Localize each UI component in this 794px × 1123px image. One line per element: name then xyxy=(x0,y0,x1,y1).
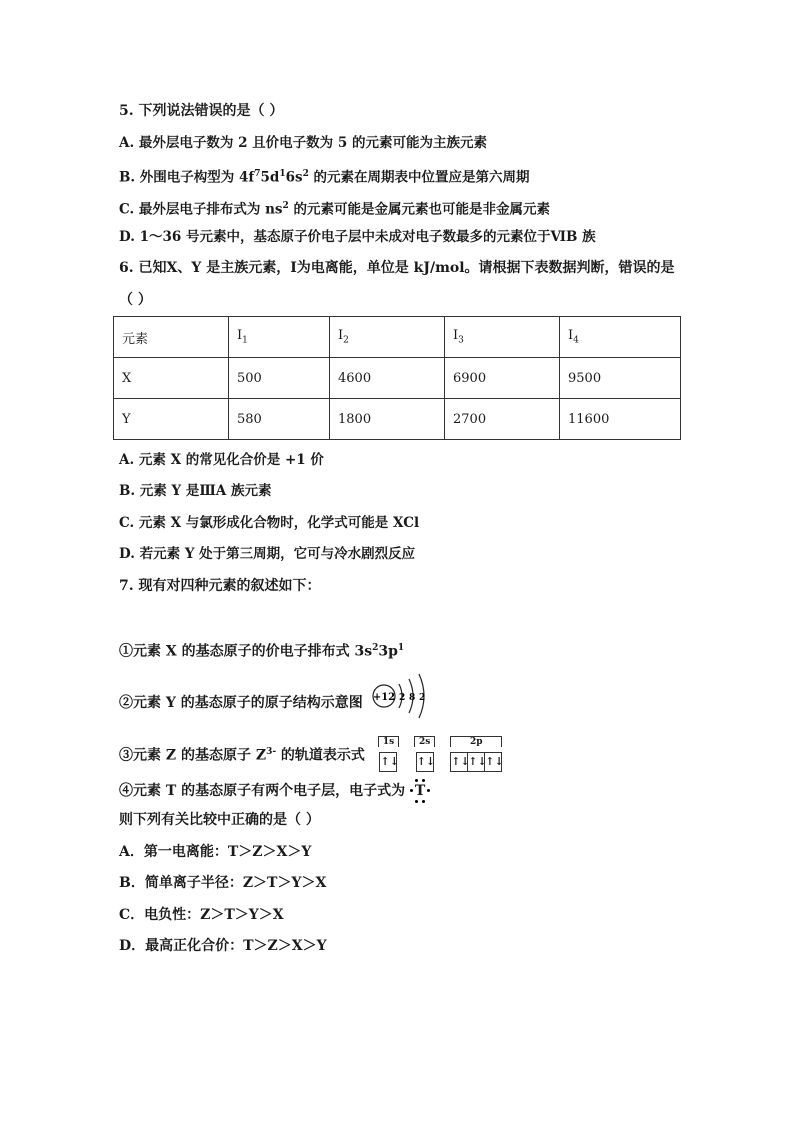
q7-option-b: B．简单离子半径：Z＞T＞Y＞X xyxy=(119,875,327,891)
table-cell: 500 xyxy=(229,358,330,399)
q7-item-3: ③元素 Z 的基态原子 $Z^{3-}$ 的轨道表示式 1s ↑↓ 2s ↑↓ 2p ↑↓ ↑↓ ↑↓ xyxy=(119,736,512,775)
q7-item-4: ④元素 T 的基态原子有两个电子层，电子式为 T xyxy=(119,779,430,803)
orbital-2s: 2s ↑↓ xyxy=(414,736,435,775)
q5-option-a: A. 最外层电子数为 2 且价电子数为 5 的元素可能为主族元素 xyxy=(119,135,487,151)
atom-structure-diagram xyxy=(370,672,430,720)
table-header-row xyxy=(114,317,681,358)
table-cell: 6900 xyxy=(445,358,560,399)
q5-option-c: C. 最外层电子排布式为 $ns^2$ 的元素可能是金属元素也可能是非金属元素 xyxy=(119,201,550,218)
q7-option-c: C．电负性：Z＞T＞Y＞X xyxy=(119,907,284,923)
table-header-cell: $I_2$ xyxy=(330,317,445,358)
table-row xyxy=(114,399,681,440)
q6-option-b: B. 元素 Y 是ⅢA 族元素 xyxy=(119,483,272,499)
table-cell: 9500 xyxy=(560,358,681,399)
table-header-cell: 元素 xyxy=(114,317,229,358)
orbital-2p: 2p ↑↓ ↑↓ ↑↓ xyxy=(450,736,502,775)
q6-option-c: C. 元素 X 与氯形成化合物时，化学式可能是 XCl xyxy=(119,515,420,531)
q6-paren: （ ） xyxy=(119,292,152,308)
table-cell: 580 xyxy=(229,399,330,440)
table-cell: 2700 xyxy=(445,399,560,440)
table-row xyxy=(114,358,681,399)
shell-electron-count: 2 xyxy=(418,693,425,703)
table-cell: 4600 xyxy=(330,358,445,399)
nucleus-charge: +12 xyxy=(372,692,395,703)
shell-electron-count: 8 xyxy=(408,693,415,703)
orbital-diagram xyxy=(378,736,512,775)
table-cell: X xyxy=(114,358,229,399)
q7-item-1: ①元素 X 的基态原子的价电子排布式 $3s^23p^1$ xyxy=(119,643,405,660)
q6-option-d: D. 若元素 Y 处于第三周期，它可与冷水剧烈反应 xyxy=(119,546,416,562)
table-cell: 1800 xyxy=(330,399,445,440)
q6-stem: 6. 已知X、Y 是主族元素，I为电离能，单位是 kJ/mol。请根据下表数据判断，错误的是 xyxy=(119,260,675,276)
electron-dot-formula: T xyxy=(410,779,430,803)
q7-option-d: D．最高正化合价：T＞Z＞X＞Y xyxy=(119,938,327,954)
table-cell: 11600 xyxy=(560,399,681,440)
shell-electron-count: 2 xyxy=(398,693,405,703)
q5-stem: 5. 下列说法错误的是（ ） xyxy=(119,103,284,119)
q7-option-a: A．第一电离能：T＞Z＞X＞Y xyxy=(119,844,312,860)
table-cell: Y xyxy=(114,399,229,440)
q7-item-2: ②元素 Y 的基态原子的原子结构示意图 +12 2 8 2 xyxy=(119,686,430,720)
table-header-cell: $I_1$ xyxy=(229,317,330,358)
orbital-1s: 1s ↑↓ xyxy=(378,736,399,775)
q7-conclusion: 则下列有关比较中正确的是（ ） xyxy=(119,812,320,828)
q5-option-b: B. 外围电子构型为 $4f^75d^16s^2$ 的元素在周期表中位置应是第六周期 xyxy=(119,169,530,186)
table-header-cell: $I_3$ xyxy=(445,317,560,358)
ionization-table xyxy=(113,316,681,440)
table-header-cell: $I_4$ xyxy=(560,317,681,358)
q5-option-d: D. 1～36 号元素中，基态原子价电子层中未成对电子数最多的元素位于ⅥB 族 xyxy=(119,229,596,245)
q6-option-a: A. 元素 X 的常见化合价是 +1 价 xyxy=(119,452,324,468)
q7-stem: 7. 现有对四种元素的叙述如下： xyxy=(119,578,321,594)
